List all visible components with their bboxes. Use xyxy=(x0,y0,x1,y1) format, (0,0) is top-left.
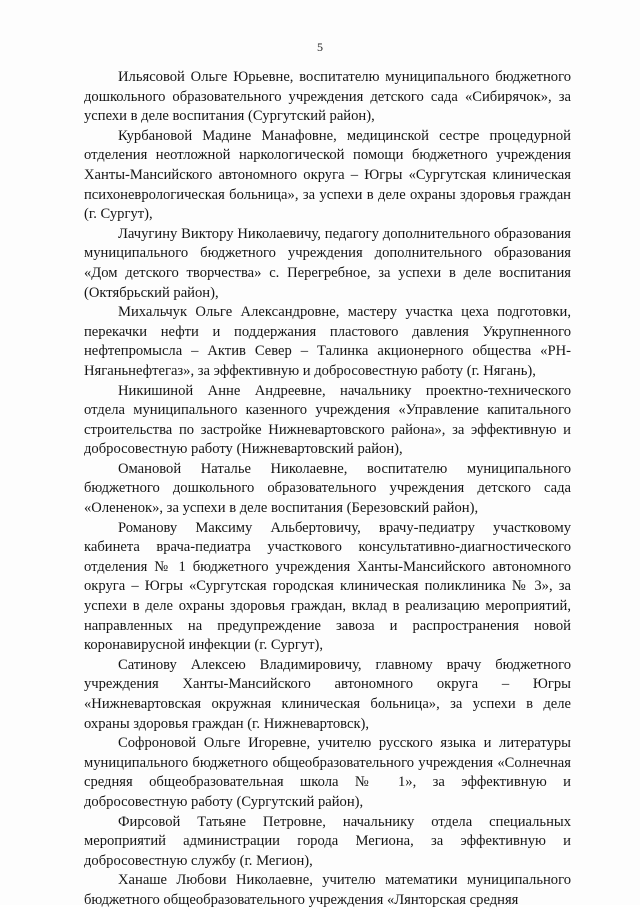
paragraph-firsova: Фирсовой Татьяне Петровне, начальнику отдела специальных мероприятий администрации города Мегиона, за эффективную и добросовестную службу (г. Мегион), xyxy=(84,813,571,869)
paragraph-satinov: Сатинову Алексею Владимировичу, главному врачу бюджетного учреждения Ханты-Мансийского автономного округа – Югры «Нижневартовская окружная клиническая больница», за успехи в деле охраны здоровья граждан (г. Нижневартовск), xyxy=(84,656,571,732)
paragraph-kurbanova: Курбановой Мадине Манафовне, медицинской сестре процедурной отделения неотложной наркологической помощи бюджетного учреждения Ханты-Мансийского автономного округа – Югры «Сургутская клиническая психоневрологическая больница», за успехи в деле охраны здоровья граждан (г. Сургут), xyxy=(84,127,571,223)
paragraph-lachugin: Лачугину Виктору Николаевичу, педагогу дополнительного образования муниципального бюджетного учреждения дополнительного образования «Дом детского творчества» с. Перегребное, за успехи в деле воспитания (Октябрьский район), xyxy=(84,225,571,301)
paragraph-ilyasova: Ильясовой Ольге Юрьевне, воспитателю муниципального бюджетного дошкольного образовательного учреждения детского сада «Сибирячок», за успехи в деле воспитания (Сургутский район), xyxy=(84,69,571,125)
paragraph-omanova: Омановой Наталье Николаевне, воспитателю муниципального бюджетного дошкольного образовательного учреждения детского сада «Олененок», за успехи в деле воспитания (Березовский район), xyxy=(84,460,571,517)
paragraph-nikishina: Никишиной Анне Андреевне, начальнику проектно-технического отдела муниципального казенного учреждения «Управление капитального строительства по застройке Нижневартовского района», за эффективную и добросовестную работу (Нижневартовский район), xyxy=(84,382,571,458)
paragraph-mikhalchuk: Михальчук Ольге Александровне, мастеру участка цеха подготовки, перекачки нефти и поддержания пластового давления Укрупненного нефтепромысла – Актив Север – Талинка акционерного общества «РН-Няганьнефтегаз», за эффективную и добросовестную работу (г. Нягань), xyxy=(84,304,571,379)
page-number: 5 xyxy=(317,40,323,54)
document-body xyxy=(84,68,571,911)
paragraph-khanasha: Ханаше Любови Николаевне, учителю математики муниципального бюджетного общеобразовательного учреждения «Лянторская средняя xyxy=(84,872,571,908)
paragraph-sofronova: Софроновой Ольге Игоревне, учителю русского языка и литературы муниципального бюджетного общеобразовательного учреждения «Солнечная средняя общеобразовательная школа № 1», за эффективную и добросовестную работу (Сургутский район), xyxy=(84,735,571,810)
paragraph-romanov: Романову Максиму Альбертовичу, врачу-педиатру участковому кабинета врача-педиатра участкового консультативно-диагностического отделения № 1 бюджетного учреждения Ханты-Мансийского автономного округа – Югры «Сургутская городская клиническая поликлиника № 3», за успехи в деле охраны здоровья граждан, вклад в реализацию мероприятий, направленных на предупреждение завоза и распространения новой коронавирусной инфекции (г. Сургут), xyxy=(84,519,571,654)
